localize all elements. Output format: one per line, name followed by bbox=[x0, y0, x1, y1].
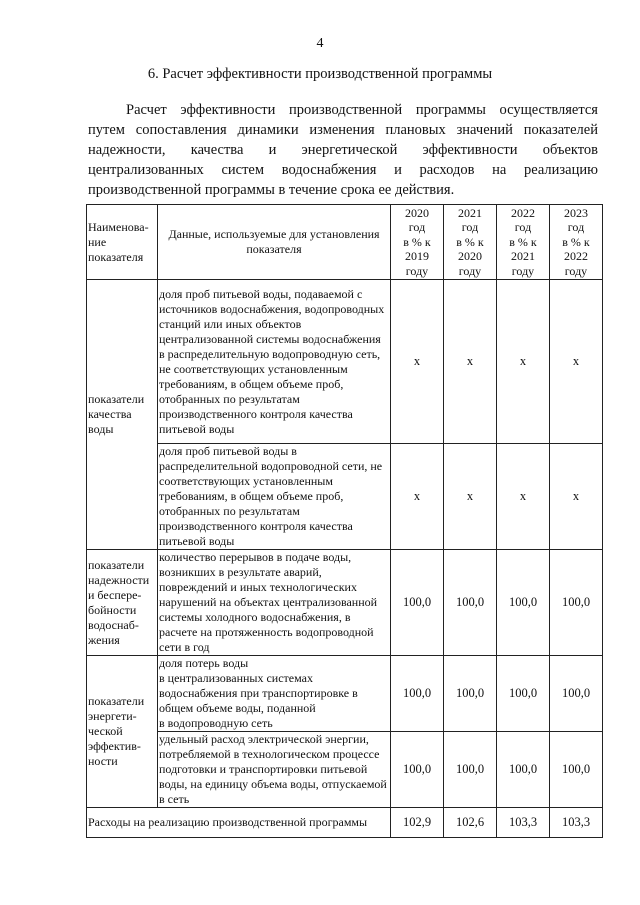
intro-paragraph bbox=[88, 100, 598, 200]
row-value: 100,0 bbox=[497, 656, 550, 732]
table-row bbox=[87, 444, 603, 550]
row-value: x bbox=[444, 444, 497, 550]
footer-label: Расходы на реализацию производственной программы bbox=[87, 808, 391, 838]
intro-word: значений bbox=[456, 122, 513, 138]
intro-line bbox=[88, 140, 598, 160]
intro-word: качества bbox=[190, 142, 244, 158]
section-title: 6. Расчет эффективности производственной программы bbox=[147, 66, 493, 82]
header-year-2023: 2023 год в % к 2022 году bbox=[550, 205, 603, 280]
header-year-2022: 2022 год в % к 2021 году bbox=[497, 205, 550, 280]
row-value: x bbox=[391, 280, 444, 444]
row-value: 100,0 bbox=[444, 656, 497, 732]
table-header-row bbox=[87, 205, 603, 280]
row-value: x bbox=[550, 280, 603, 444]
footer-value: 102,9 bbox=[391, 808, 444, 838]
footer-value: 102,6 bbox=[444, 808, 497, 838]
intro-word: реализацию bbox=[523, 162, 598, 178]
row-data: доля проб питьевой воды, подаваемой с источников водоснабжения, водопроводных станций или иных объектов централизованной системы водоснабжения в распределительную водопроводную сеть, не соответствующих установленным требованиям, в общем объеме проб, отобранных по результатам производственного контроля качества питьевой воды bbox=[158, 280, 391, 444]
intro-word: Расчет bbox=[126, 102, 167, 118]
header-indicator-name: Наименова- ние показателя bbox=[87, 205, 158, 280]
row-value: 100,0 bbox=[391, 550, 444, 656]
intro-word: сопоставления bbox=[135, 122, 227, 138]
intro-line bbox=[88, 120, 598, 140]
header-data-used: Данные, используемые для установления показателя bbox=[158, 205, 391, 280]
row-value: 100,0 bbox=[550, 732, 603, 808]
row-value: 100,0 bbox=[391, 656, 444, 732]
intro-word: и bbox=[394, 162, 402, 178]
intro-word: расходов bbox=[419, 162, 475, 178]
intro-word: централизованных bbox=[88, 162, 204, 178]
intro-line: производственной программы в течение срока ее действия. bbox=[88, 182, 455, 198]
row-data: удельный расход электрической энергии, потребляемой в технологическом процессе подготовки и транспортировки питьевой воды, на единицу объема воды, отпускаемой в сеть bbox=[158, 732, 391, 808]
intro-word: производственной bbox=[288, 102, 403, 118]
intro-word: плановых bbox=[385, 122, 446, 138]
intro-word: систем bbox=[221, 162, 265, 178]
row-value: 100,0 bbox=[444, 732, 497, 808]
intro-word: путем bbox=[88, 122, 125, 138]
intro-word: изменения bbox=[309, 122, 375, 138]
row-data: доля потерь воды в централизованных системах водоснабжения при транспортировке в общем объеме воды, поданной в водопроводную сеть bbox=[158, 656, 391, 732]
intro-word: на bbox=[492, 162, 507, 178]
intro-word: показателей bbox=[523, 122, 598, 138]
row-value: x bbox=[444, 280, 497, 444]
row-value: 100,0 bbox=[550, 656, 603, 732]
row-data: доля проб питьевой воды в распределительной водопроводной сети, не соответствующих установленным требованиям, в общем объеме проб, отобранных по результатам производственного контроля качества питьевой воды bbox=[158, 444, 391, 550]
row-value: 100,0 bbox=[497, 732, 550, 808]
header-year-2020: 2020 год в % к 2019 году bbox=[391, 205, 444, 280]
intro-word: эффективности bbox=[180, 102, 276, 118]
table-row bbox=[87, 550, 603, 656]
row-value: 100,0 bbox=[497, 550, 550, 656]
row-value: x bbox=[497, 280, 550, 444]
footer-value: 103,3 bbox=[550, 808, 603, 838]
row-value: 100,0 bbox=[444, 550, 497, 656]
row-value: x bbox=[550, 444, 603, 550]
efficiency-table bbox=[86, 204, 603, 838]
intro-word: программы bbox=[415, 102, 486, 118]
table-row bbox=[87, 280, 603, 444]
intro-word: водоснабжения bbox=[281, 162, 377, 178]
group-energy-efficiency: показатели энергети- ческой эффектив- ности bbox=[87, 656, 158, 808]
intro-word: эффективности bbox=[422, 142, 518, 158]
footer-value: 103,3 bbox=[497, 808, 550, 838]
group-quality: показатели качества воды bbox=[87, 280, 158, 550]
intro-word: объектов bbox=[542, 142, 598, 158]
row-value: x bbox=[391, 444, 444, 550]
intro-word: надежности, bbox=[88, 142, 166, 158]
group-reliability: показатели надежности и беспере- бойности водоснаб- жения bbox=[87, 550, 158, 656]
intro-word: осуществляется bbox=[499, 102, 598, 118]
header-year-2021: 2021 год в % к 2020 году bbox=[444, 205, 497, 280]
table-row bbox=[87, 656, 603, 732]
row-value: 100,0 bbox=[391, 732, 444, 808]
intro-line bbox=[88, 100, 598, 120]
intro-word: и bbox=[268, 142, 277, 158]
intro-word: энергетической bbox=[301, 142, 398, 158]
intro-word: динамики bbox=[237, 122, 299, 138]
page-number: 4 bbox=[316, 36, 324, 51]
table-footer-row bbox=[87, 808, 603, 838]
intro-line bbox=[88, 160, 598, 180]
row-data: количество перерывов в подаче воды, возникших в результате аварий, повреждений и иных технологических нарушений на объектах централизованной системы холодного водоснабжения, в расчете на протяженность водопроводной сети в год bbox=[158, 550, 391, 656]
table-row bbox=[87, 732, 603, 808]
row-value: 100,0 bbox=[550, 550, 603, 656]
row-value: x bbox=[497, 444, 550, 550]
